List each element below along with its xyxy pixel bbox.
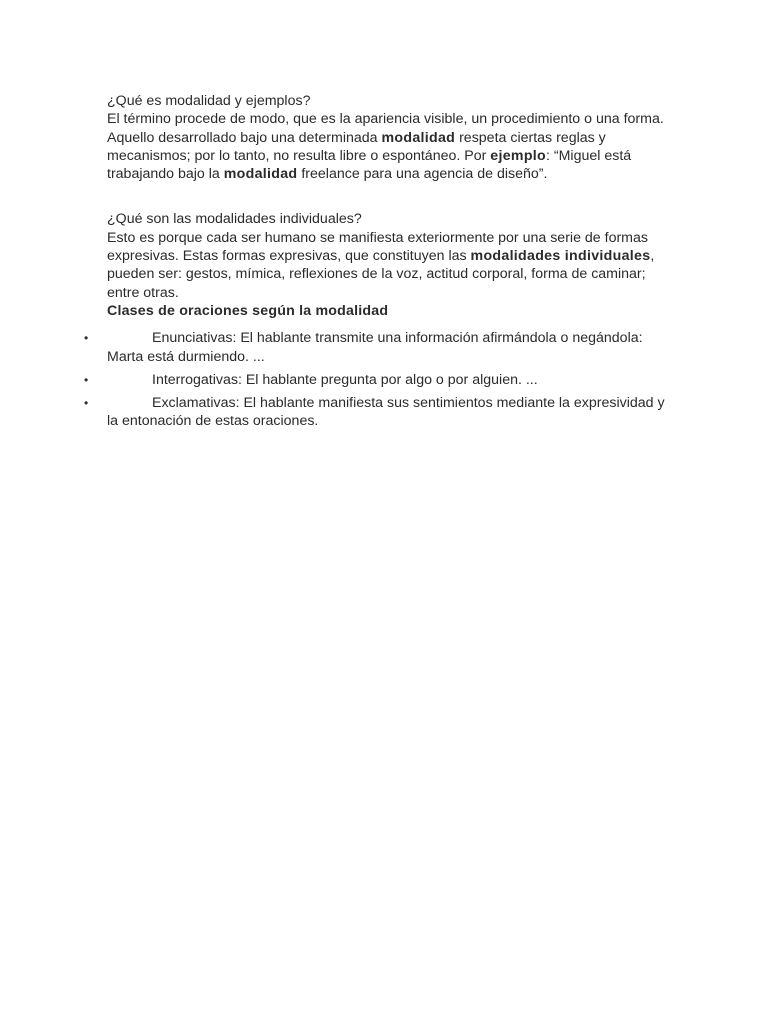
bullet-icon: •: [84, 396, 89, 411]
list-item-text: Exclamativas: El hablante manifiesta sus sentimientos mediante la expresividad y la entonación de estas oraciones.: [107, 395, 665, 430]
list-item: [84, 329, 667, 366]
text-run: Esto es porque cada ser humano se manifiesta exteriormente por una serie de formas expresivas. Estas formas expresivas, que constituyen las: [107, 229, 648, 265]
question-modalidad: ¿Qué es modalidad y ejemplos?: [107, 93, 311, 109]
section-heading: Clases de oraciones según la modalidad: [107, 302, 389, 319]
paragraph-gap: [107, 183, 667, 210]
paragraph-modalidad: [107, 110, 667, 183]
bold-term: modalidades individuales: [470, 248, 651, 265]
question-modalidades-individuales: ¿Qué son las modalidades individuales?: [107, 211, 362, 228]
bold-term: ejemplo: [490, 147, 546, 164]
bullet-list: [84, 329, 667, 430]
text-run: , pueden ser: gestos, mímica, reflexiones de la voz, actitud corporal, forma de caminar; entre otras.: [107, 248, 655, 301]
text-run: freelance para una agencia de diseño”.: [297, 166, 548, 183]
text-run: El término procede de modo, que es la apariencia visible, un procedimiento o una forma. Aquello desarrollado bajo una determinada: [107, 111, 664, 146]
list-item-text: Enunciativas: El hablante transmite una información afirmándola o negándola: Marta está durmiendo. ...: [107, 330, 643, 365]
text-run: : “Miguel está trabajando bajo la: [107, 147, 632, 183]
list-item-text: Interrogativas: El hablante pregunta por algo o por alguien. ...: [152, 371, 538, 388]
bullet-icon: •: [84, 372, 89, 387]
text-run: respeta ciertas reglas y mecanismos; por lo tanto, no resulta libre o espontáneo. Por: [107, 129, 606, 164]
list-item: [84, 371, 667, 389]
paragraph-modalidades-individuales: [107, 229, 667, 302]
bold-term: modalidad: [223, 166, 298, 183]
list-item: [84, 394, 667, 431]
bold-term: modalidad: [381, 129, 456, 146]
bullet-icon: •: [84, 331, 89, 346]
document-page: [84, 92, 667, 436]
